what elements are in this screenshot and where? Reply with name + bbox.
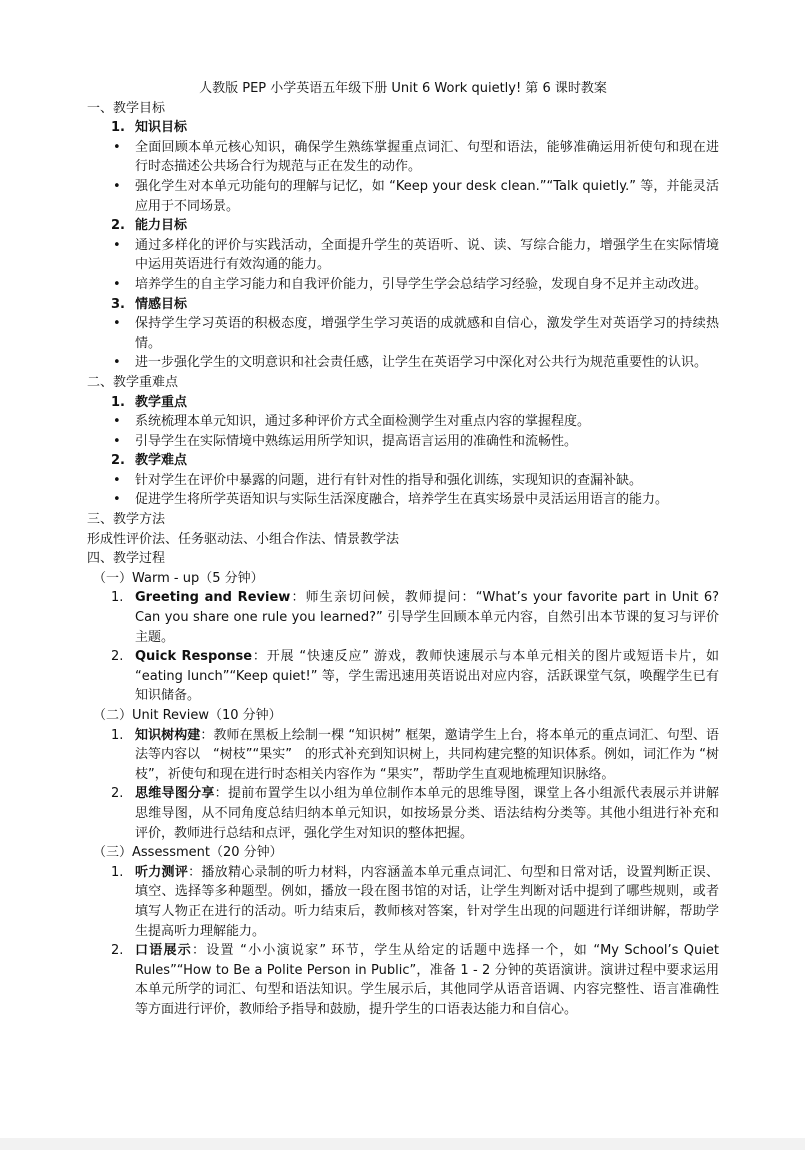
- item-number: 2.: [111, 649, 124, 665]
- bullet-dot-icon: •: [113, 472, 121, 488]
- phase-heading: （一）Warm - up（5 分钟）: [93, 570, 264, 586]
- bullet-item: [87, 275, 719, 295]
- item-label: Greeting and Review: [135, 590, 291, 606]
- subsection-label: 知识目标: [135, 120, 188, 136]
- bullet-text: 培养学生的自主学习能力和自我评价能力，引导学生学会总结学习经验，发现自身不足并主动改进。: [135, 276, 708, 292]
- item-text: ：师生亲切问候，教师提问：“What’s your favorite part in Unit 6? Can you share one rule you learned?” 引导学生回顾本单元内容，自然引出本节课的复习与评价主题。: [135, 590, 719, 645]
- bullet-text: 进一步强化学生的文明意识和社会责任感，让学生在英语学习中深化对公共行为规范重要性的认识。: [135, 355, 708, 371]
- item-text: ：设置 “小小演说家” 环节，学生从给定的话题中选择一个，如 “My School’s Quiet Rules”“How to Be a Polite Person in Public”，准备 1 - 2 分钟的英语演讲。演讲过程中要求运用本单元所学的词汇、句型和语法知识。学生展示后，其他同学从语音语调、内容完整性、语言准确性等方面进行评价，教师给予指导和鼓励，提升学生的口语表达能力和自信心。: [135, 943, 719, 1017]
- section-heading: 二、教学重难点: [87, 374, 179, 390]
- subsection-number: 2.: [111, 453, 125, 469]
- item-text: ：播放精心录制的听力材料，内容涵盖本单元重点词汇、句型和日常对话，设置判断正误、填空、选择等多种题型。例如，播放一段在图书馆的对话，让学生判断对话中提到了哪些规则，或者填写人物正在进行的活动。听力结束后，教师核对答案，针对学生出现的问题进行详细讲解，帮助学生提高听力理解能力。: [135, 864, 719, 939]
- bullet-text: 系统梳理本单元知识，通过多种评价方式全面检测学生对重点内容的掌握程度。: [135, 414, 591, 430]
- item-number: 2.: [111, 786, 124, 802]
- subsection-label: 教学难点: [135, 453, 188, 469]
- item-label: Quick Response: [135, 649, 253, 665]
- item-number: 1.: [111, 727, 124, 743]
- bullet-dot-icon: •: [113, 237, 121, 253]
- subsection-number: 1.: [111, 394, 125, 410]
- bullet-dot-icon: •: [113, 414, 121, 430]
- bullet-text: 强化学生对本单元功能句的理解与记忆，如 “Keep your desk clean.”“Talk quietly.” 等，并能灵活应用于不同场景。: [135, 178, 719, 214]
- subsection-heading: [87, 295, 719, 315]
- bullet-text: 引导学生在实际情境中熟练运用所学知识，提高语言运用的准确性和流畅性。: [135, 433, 578, 449]
- subsection-label: 教学重点: [135, 394, 188, 410]
- item-number: 2.: [111, 943, 124, 959]
- subsection-number: 2.: [111, 218, 125, 234]
- bullet-dot-icon: •: [113, 178, 121, 194]
- bullet-text: 保持学生学习英语的积极态度，增强学生学习英语的成就感和自信心，激发学生对英语学习的持续热情。: [135, 316, 719, 351]
- procedure-item: [87, 726, 719, 785]
- item-label: 知识树构建: [135, 727, 201, 743]
- bullet-item: [87, 432, 719, 452]
- subsection-number: 3.: [111, 296, 125, 312]
- item-label: 听力测评: [135, 864, 189, 880]
- bullet-text: 通过多样化的评价与实践活动，全面提升学生的英语听、说、读、写综合能力，增强学生在实际情境中运用英语进行有效沟通的能力。: [135, 237, 719, 273]
- teaching-methods-text: 形成性评价法、任务驱动法、小组合作法、情景教学法: [87, 531, 400, 547]
- phase-heading: （三）Assessment（20 分钟）: [93, 845, 283, 861]
- bullet-item: [87, 490, 719, 510]
- subsection-heading: [87, 216, 719, 236]
- subsection-label: 能力目标: [135, 218, 188, 234]
- section-heading: 四、教学过程: [87, 551, 166, 567]
- page-title: 人教版 PEP 小学英语五年级下册 Unit 6 Work quietly! 第 6 课时教案: [199, 81, 607, 96]
- item-label: 口语展示: [135, 943, 192, 959]
- bullet-item: [87, 236, 719, 275]
- subsection-heading: [87, 451, 719, 471]
- bullet-text: 针对学生在评价中暴露的问题，进行有针对性的指导和强化训练，实现知识的查漏补缺。: [135, 472, 643, 488]
- subsection-heading: [87, 393, 719, 413]
- procedure-item: [87, 588, 719, 647]
- bullet-item: [87, 138, 719, 177]
- bullet-item: [87, 412, 719, 432]
- item-label: 思维导图分享: [135, 786, 215, 802]
- subsection-heading: [87, 118, 719, 138]
- bullet-dot-icon: •: [113, 316, 121, 332]
- procedure-item: [87, 863, 719, 941]
- lesson-plan: [87, 79, 719, 1020]
- bullet-item: [87, 353, 719, 373]
- section-heading: 一、教学目标: [87, 100, 166, 116]
- item-number: 1.: [111, 590, 124, 606]
- bullet-dot-icon: •: [113, 276, 121, 292]
- procedure-item: [87, 784, 719, 843]
- bullet-dot-icon: •: [113, 139, 121, 155]
- section-heading: 三、教学方法: [87, 512, 166, 528]
- bullet-text: 促进学生将所学英语知识与实际生活深度融合，培养学生在真实场景中灵活运用语言的能力。: [135, 492, 669, 508]
- item-text: ：开展 “快速反应” 游戏，教师快速展示与本单元相关的图片或短语卡片，如 “eating lunch”“Keep quiet!” 等，学生需迅速用英语说出对应内容，活跃课堂气氛，唤醒学生已有知识储备。: [135, 649, 719, 704]
- item-number: 1.: [111, 864, 124, 880]
- bullet-item: [87, 471, 719, 491]
- phase-heading: （二）Unit Review（10 分钟）: [93, 708, 282, 723]
- bullet-item: [87, 177, 719, 216]
- subsection-label: 情感目标: [135, 296, 188, 312]
- procedure-item: [87, 647, 719, 706]
- bullet-dot-icon: •: [113, 355, 121, 371]
- subsection-number: 1.: [111, 120, 125, 136]
- item-text: ：教师在黑板上绘制一棵 “知识树” 框架，邀请学生上台，将本单元的重点词汇、句型、语法等内容以 “树枝”“果实” 的形式补充到知识树上，共同构建完整的知识体系。例如，词汇作为 “树枝”，祈使句和现在进行时态相关内容作为 “果实”，帮助学生直观地梳理知识脉络。: [135, 727, 719, 782]
- bullet-item: [87, 314, 719, 353]
- bullet-text: 全面回顾本单元核心知识，确保学生熟练掌握重点词汇、句型和语法，能够准确运用祈使句和现在进行时态描述公共场合行为规范与正在发生的动作。: [135, 139, 719, 175]
- procedure-item: [87, 941, 719, 1019]
- item-text: ：提前布置学生以小组为单位制作本单元的思维导图，课堂上各小组派代表展示并讲解思维导图，从不同角度总结归纳本单元知识，如按场景分类、语法结构分类等。其他小组进行补充和评价，教师进行总结和点评，强化学生对知识的整体把握。: [135, 786, 719, 841]
- bullet-dot-icon: •: [113, 492, 121, 508]
- bullet-dot-icon: •: [113, 433, 121, 449]
